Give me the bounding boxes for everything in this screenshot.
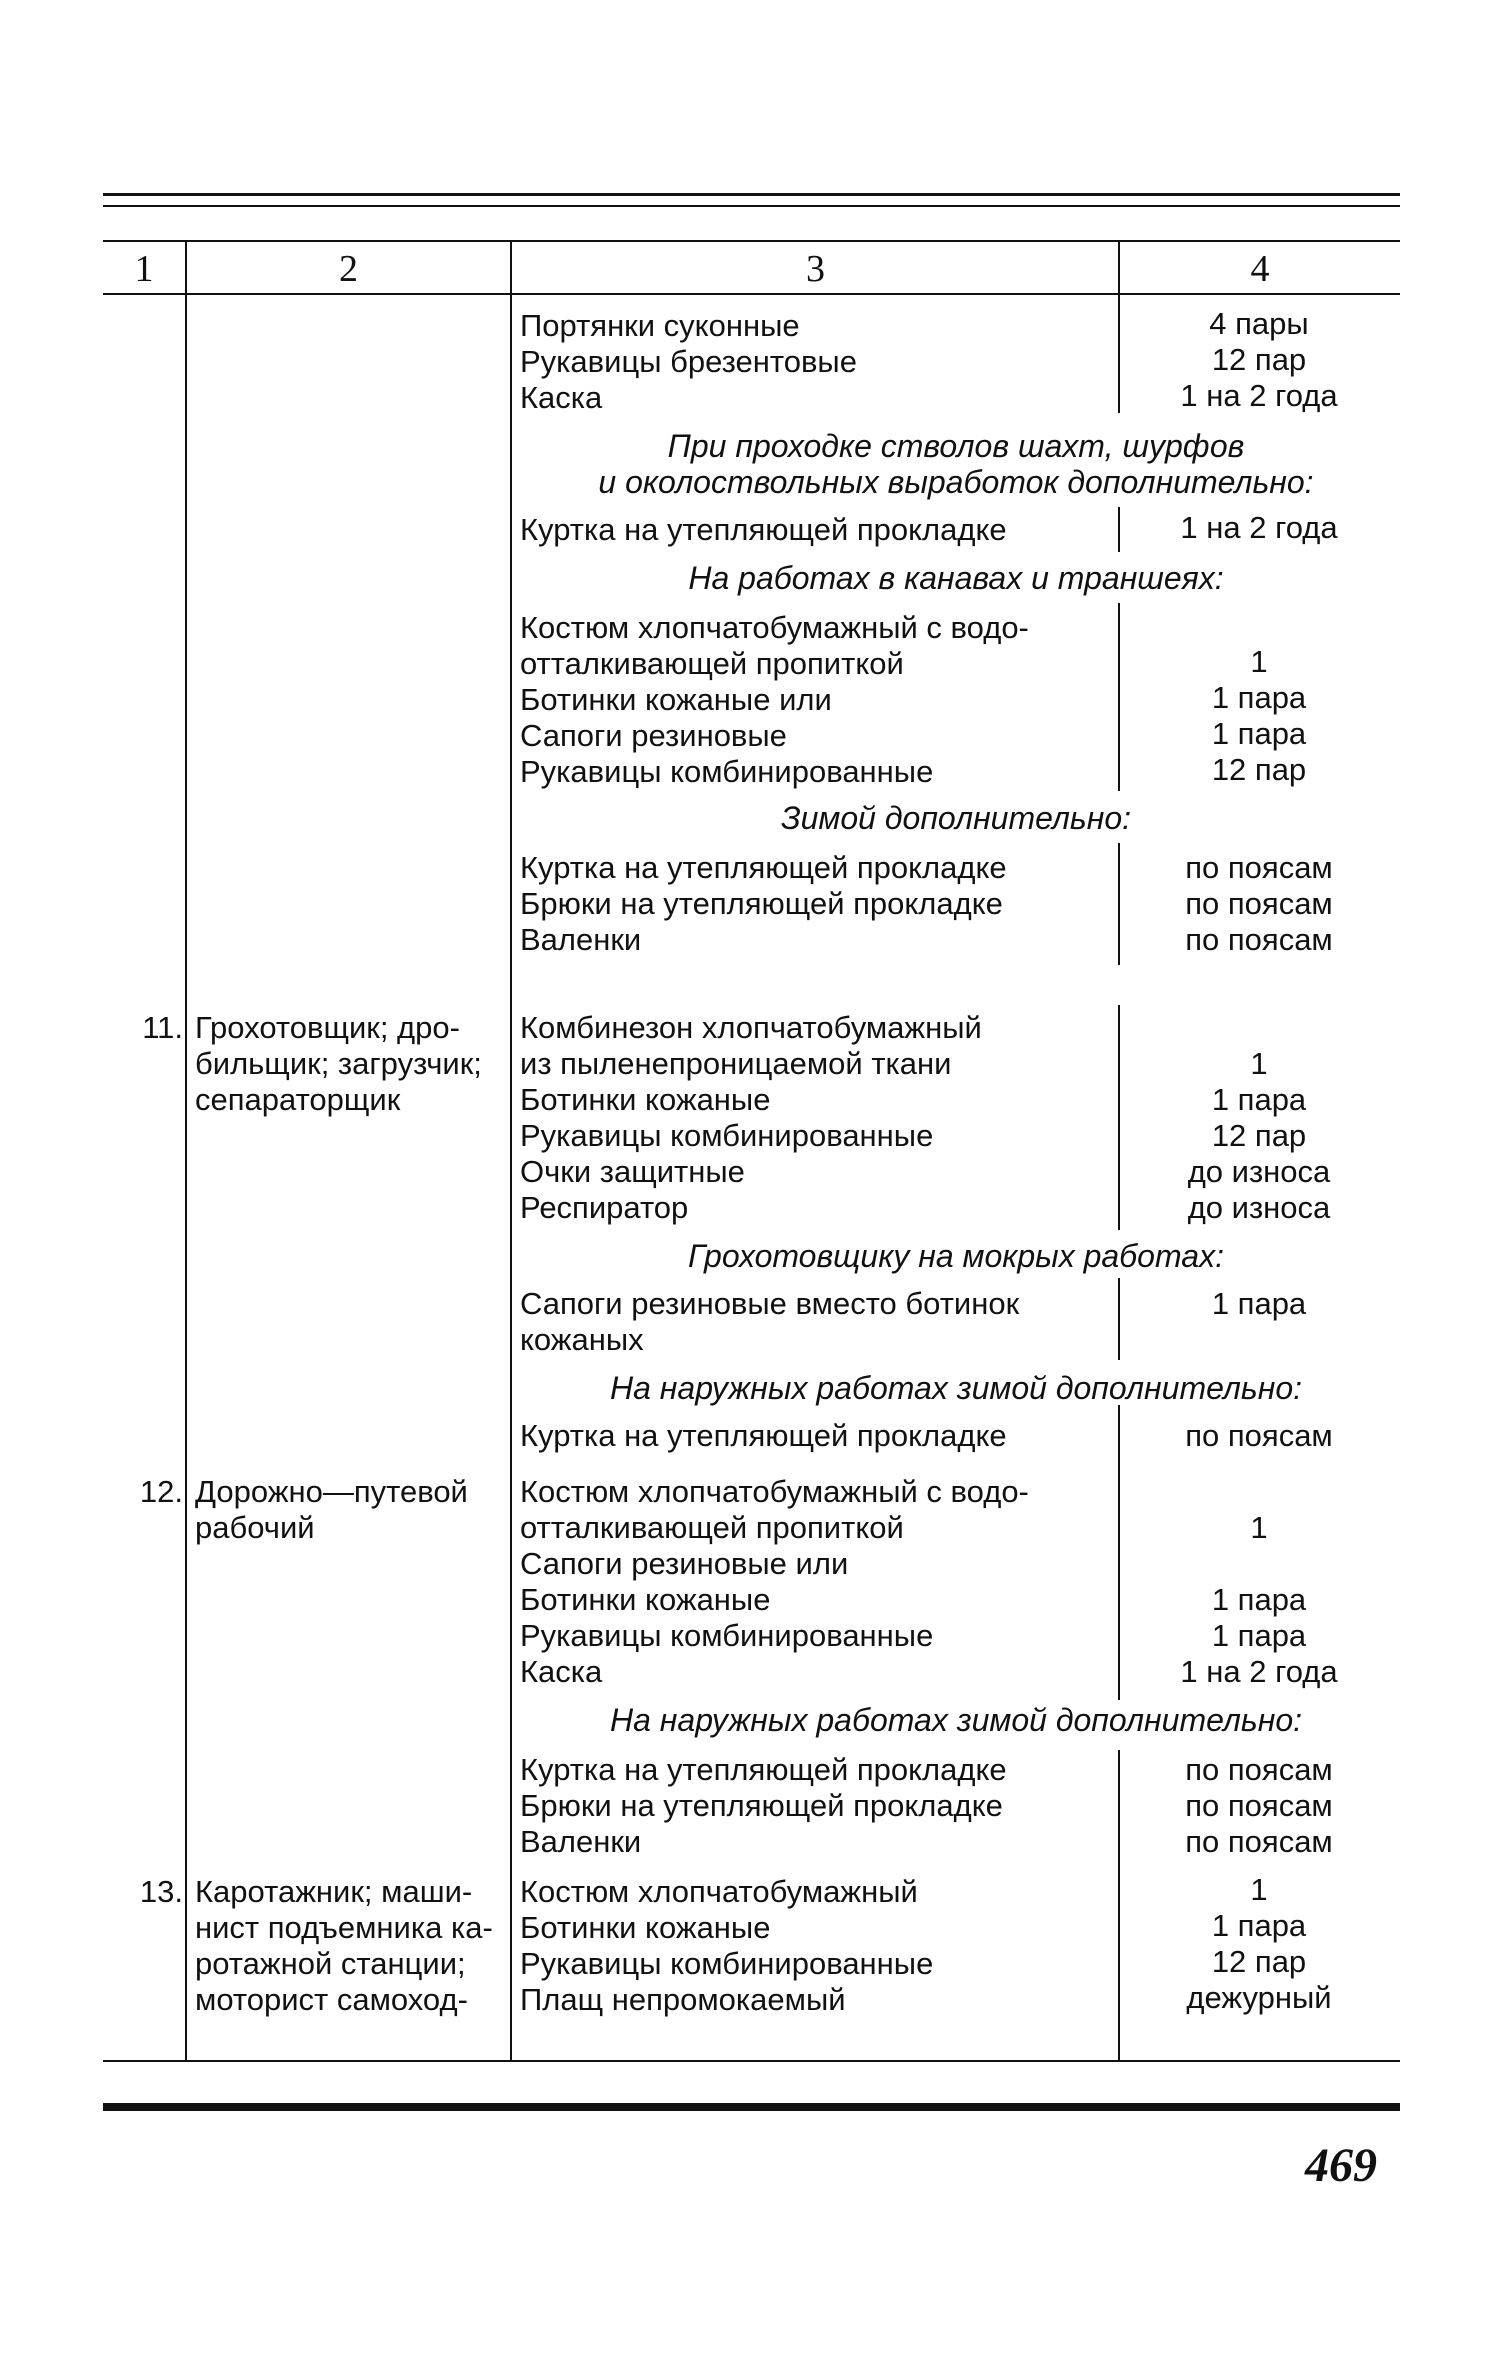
item-name: Валенки <box>520 922 642 957</box>
top-rule-2 <box>103 205 1400 207</box>
section-note: При проходке стволов шахт, шурфов <box>667 428 1245 464</box>
item-qty: 1 <box>1250 1872 1268 1907</box>
item-qty: по поясам <box>1185 1418 1333 1453</box>
item-name: Каска <box>520 1654 603 1689</box>
item-qty: 1 пара <box>1211 1582 1307 1617</box>
item-name: Очки защитные <box>520 1154 745 1189</box>
col-divider-1 <box>185 240 187 2062</box>
col-divider-3-header <box>1118 240 1120 295</box>
item-name: Каска <box>520 380 603 415</box>
item-qty: по поясам <box>1185 886 1333 921</box>
item-qty: 12 пар <box>1211 1118 1307 1153</box>
item-qty: 1 <box>1250 1510 1268 1545</box>
col-divider-3-seg4 <box>1118 843 1120 965</box>
item-name: Рукавицы комбинированные <box>520 1118 934 1153</box>
item-qty: по поясам <box>1185 1824 1333 1859</box>
item-name: Рукавицы брезентовые <box>520 344 857 379</box>
item-name: Рукавицы комбинированные <box>520 1946 934 1981</box>
item-name: Респиратор <box>520 1190 689 1225</box>
profession-line: сепараторщик <box>195 1082 401 1117</box>
item-qty: до износа <box>1187 1190 1331 1225</box>
item-name: Куртка на утепляющей прокладке <box>520 1418 1007 1453</box>
item-name: Сапоги резиновые или <box>520 1546 849 1581</box>
item-name: Куртка на утепляющей прокладке <box>520 850 1007 885</box>
item-qty: 1 пара <box>1211 1908 1307 1943</box>
item-qty: 1 на 2 года <box>1180 510 1338 545</box>
item-name: кожаных <box>520 1322 644 1357</box>
profession-line: рабочий <box>195 1510 315 1545</box>
item-name: Сапоги резиновые вместо ботинок <box>520 1286 1020 1321</box>
row-number: 12. <box>139 1474 183 1509</box>
item-qty: по поясам <box>1185 850 1333 885</box>
item-qty: 12 пар <box>1211 1944 1307 1979</box>
item-name: Ботинки кожаные <box>520 1582 771 1617</box>
col-header-3: 3 <box>806 248 825 290</box>
item-qty: по поясам <box>1185 1788 1333 1823</box>
row-number: 13. <box>139 1874 183 1909</box>
item-name: Рукавицы комбинированные <box>520 1618 934 1653</box>
col-header-4: 4 <box>1250 248 1270 290</box>
item-name: Валенки <box>520 1824 642 1859</box>
col-divider-3-seg6 <box>1118 1278 1120 1360</box>
item-qty: по поясам <box>1185 922 1333 957</box>
item-name: Портянки суконные <box>520 308 800 343</box>
item-name: Ботинки кожаные <box>520 1910 771 1945</box>
item-name: отталкивающей пропиткой <box>520 646 904 681</box>
item-name: отталкивающей пропиткой <box>520 1510 904 1545</box>
profession-line: моторист самоход- <box>195 1982 468 2017</box>
item-qty: 1 пара <box>1211 1286 1307 1321</box>
item-qty: 12 пар <box>1211 342 1307 377</box>
profession-line: Дорожно—путевой <box>195 1474 468 1509</box>
col-divider-3-seg7 <box>1118 1405 1120 1700</box>
col-divider-3-seg8 <box>1118 1750 1120 2062</box>
item-qty: до износа <box>1187 1154 1331 1189</box>
item-name: Куртка на утепляющей прокладке <box>520 512 1007 547</box>
page-number: 469 <box>1305 2139 1377 2192</box>
section-note: и околоствольных выработок дополнительно: <box>598 464 1314 500</box>
col-divider-2 <box>510 240 512 2062</box>
item-qty: 1 <box>1250 644 1268 679</box>
profession-line: ротажной станции; <box>195 1946 466 1981</box>
item-qty: 1 пара <box>1211 680 1307 715</box>
section-note: На наружных работах зимой дополнительно: <box>609 1702 1303 1738</box>
col-header-1: 1 <box>134 248 154 290</box>
item-name: Костюм хлопчатобумажный <box>520 1874 918 1909</box>
header-top-line <box>103 240 1400 242</box>
section-note: Грохотовщику на мокрых работах: <box>688 1238 1224 1274</box>
item-name: Плащ непромокаемый <box>520 1982 846 2017</box>
item-name: Сапоги резиновые <box>520 718 787 753</box>
item-name: Куртка на утепляющей прокладке <box>520 1752 1007 1787</box>
item-name: Костюм хлопчатобумажный с водо- <box>520 610 1029 645</box>
row-number: 11. <box>142 1010 183 1045</box>
section-note: Зимой дополнительно: <box>780 800 1132 836</box>
header-bottom-line <box>103 293 1400 295</box>
item-qty: 1 на 2 года <box>1180 378 1338 413</box>
top-rule-1 <box>103 193 1400 196</box>
item-qty: 1 пара <box>1211 716 1307 751</box>
footer-rule <box>103 2103 1400 2111</box>
col-header-2: 2 <box>339 248 358 290</box>
item-name: Костюм хлопчатобумажный с водо- <box>520 1474 1029 1509</box>
item-name: Рукавицы комбинированные <box>520 754 934 789</box>
item-name: Ботинки кожаные или <box>520 682 832 717</box>
item-qty: 1 пара <box>1211 1082 1307 1117</box>
item-name: из пыленепроницаемой ткани <box>520 1046 952 1081</box>
profession-line: нист подъемника ка- <box>195 1910 493 1945</box>
col-divider-3-seg2 <box>1118 507 1120 552</box>
profession-line: Каротажник; маши- <box>195 1874 473 1909</box>
col-divider-3-seg1 <box>1118 295 1120 413</box>
item-name: Комбинезон хлопчатобумажный <box>520 1010 982 1045</box>
col-divider-3-seg3 <box>1118 603 1120 791</box>
item-qty: дежурный <box>1186 1980 1332 2015</box>
item-name: Ботинки кожаные <box>520 1082 771 1117</box>
section-note: На наружных работах зимой дополнительно: <box>609 1370 1303 1406</box>
item-qty: по поясам <box>1185 1752 1333 1787</box>
profession-line: бильщик; загрузчик; <box>195 1046 482 1081</box>
table-bottom-line <box>103 2060 1400 2062</box>
item-name: Брюки на утепляющей прокладке <box>520 1788 1003 1823</box>
item-qty: 4 пары <box>1209 306 1309 341</box>
item-name: Брюки на утепляющей прокладке <box>520 886 1003 921</box>
item-qty: 12 пар <box>1211 752 1307 787</box>
col-divider-3-seg5 <box>1118 1005 1120 1230</box>
section-note: На работах в канавах и траншеях: <box>688 560 1224 596</box>
item-qty: 1 <box>1250 1046 1268 1081</box>
profession-line: Грохотовщик; дро- <box>195 1010 460 1045</box>
item-qty: 1 на 2 года <box>1180 1654 1338 1689</box>
item-qty: 1 пара <box>1211 1618 1307 1653</box>
